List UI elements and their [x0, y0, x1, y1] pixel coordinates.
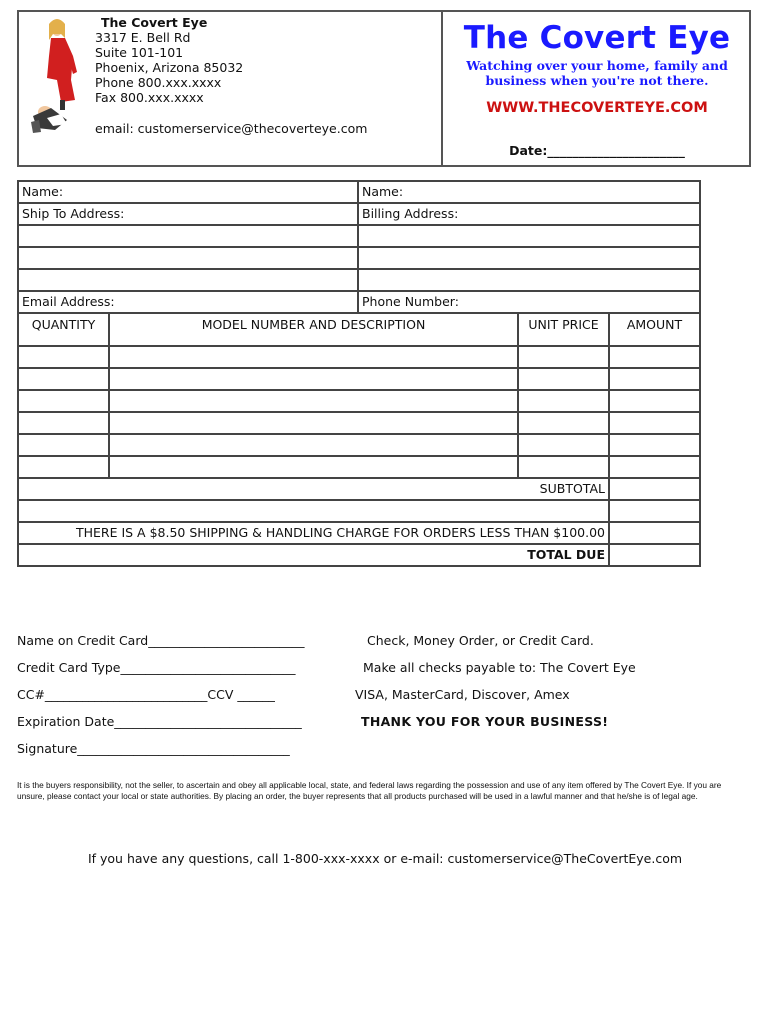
model-cell[interactable]: [109, 346, 518, 368]
ship-address-line[interactable]: [18, 225, 358, 247]
billing-address-field[interactable]: Billing Address:: [358, 203, 700, 225]
table-row: [18, 390, 700, 412]
model-cell[interactable]: [109, 434, 518, 456]
model-cell[interactable]: [109, 456, 518, 478]
unit-price-cell[interactable]: [518, 368, 609, 390]
table-row: [18, 434, 700, 456]
table-row: [18, 412, 700, 434]
quantity-cell[interactable]: [18, 346, 109, 368]
company-name: The Covert Eye: [101, 15, 208, 30]
table-row: [18, 456, 700, 478]
quantity-cell[interactable]: [18, 412, 109, 434]
tagline-line-2: business when you're not there.: [485, 73, 709, 88]
subtotal-row: [18, 478, 700, 500]
fax-line: Fax 800.xxx.xxxx: [95, 90, 204, 105]
ship-address-line[interactable]: [18, 247, 358, 269]
ship-address-line[interactable]: [18, 269, 358, 291]
phone-number-field[interactable]: Phone Number:: [358, 291, 700, 313]
card-type-field[interactable]: Credit Card Type____________________________: [17, 660, 296, 675]
tagline-line-1: Watching over your home, family and: [466, 58, 728, 73]
cc-number-field[interactable]: CC#__________________________CCV ______: [17, 687, 275, 702]
amount-column-header: AMOUNT: [609, 313, 700, 346]
date-field[interactable]: Date:______________________: [509, 143, 685, 158]
amount-cell[interactable]: [609, 456, 700, 478]
model-cell[interactable]: [109, 390, 518, 412]
brand-tagline: [445, 58, 749, 88]
accepted-cards: VISA, MasterCard, Discover, Amex: [355, 687, 570, 702]
total-row: [18, 544, 700, 566]
bill-name-field[interactable]: Name:: [358, 181, 700, 203]
quantity-cell[interactable]: [18, 390, 109, 412]
billing-address-line[interactable]: [358, 269, 700, 291]
shipping-row: [18, 522, 700, 544]
unit-price-cell[interactable]: [518, 456, 609, 478]
address-line: Suite 101-101: [95, 45, 184, 60]
billing-address-line[interactable]: [358, 225, 700, 247]
unit-price-cell[interactable]: [518, 346, 609, 368]
header-divider: [441, 10, 443, 167]
table-header-row: [18, 313, 700, 346]
amount-cell[interactable]: [609, 412, 700, 434]
payable-to: Make all checks payable to: The Covert Eye: [363, 660, 636, 675]
ship-name-field[interactable]: Name:: [18, 181, 358, 203]
shipping-amount-cell[interactable]: [609, 500, 700, 522]
company-address: [95, 15, 243, 105]
quantity-cell[interactable]: [18, 434, 109, 456]
table-row: [18, 500, 700, 522]
quantity-cell[interactable]: [18, 368, 109, 390]
address-line: 3317 E. Bell Rd: [95, 30, 191, 45]
table-row: [18, 368, 700, 390]
shipping-charge-cell[interactable]: [609, 522, 700, 544]
email-address-field[interactable]: Email Address:: [18, 291, 358, 313]
quantity-cell[interactable]: [18, 456, 109, 478]
table-row: [18, 203, 700, 225]
table-row: [18, 269, 700, 291]
ship-address-field[interactable]: Ship To Address:: [18, 203, 358, 225]
quantity-column-header: QUANTITY: [18, 313, 109, 346]
expiration-field[interactable]: Expiration Date______________________________: [17, 714, 302, 729]
amount-cell[interactable]: [609, 368, 700, 390]
company-email: email: customerservice@thecoverteye.com: [95, 121, 368, 136]
model-cell[interactable]: [109, 368, 518, 390]
total-due-label: TOTAL DUE: [18, 544, 609, 566]
model-column-header: MODEL NUMBER AND DESCRIPTION: [109, 313, 518, 346]
table-row: [18, 247, 700, 269]
total-due-amount-cell[interactable]: [609, 544, 700, 566]
table-row: [18, 225, 700, 247]
unit-price-cell[interactable]: [518, 412, 609, 434]
amount-cell[interactable]: [609, 434, 700, 456]
legal-disclaimer: It is the buyers responsibility, not the seller, to ascertain and obey all applicable local, state, and federal laws regarding the possession and use of any item offered by The Covert Eye. If you are unsure, please contact your local or state authorities. By placing an order, the buyer represents that all products purchased will be used in a lawful manner and that he/she is of legal age.: [17, 780, 722, 801]
order-form-table: [17, 180, 701, 567]
thank-you-note: THANK YOU FOR YOUR BUSINESS!: [361, 714, 609, 729]
unit-price-column-header: UNIT PRICE: [518, 313, 609, 346]
table-row: [18, 181, 700, 203]
model-cell[interactable]: [109, 412, 518, 434]
website-url[interactable]: WWW.THECOVERTEYE.COM: [486, 100, 708, 116]
billing-address-line[interactable]: [358, 247, 700, 269]
amount-cell[interactable]: [609, 346, 700, 368]
logo-figure-icon: [27, 16, 83, 134]
phone-line: Phone 800.xxx.xxxx: [95, 75, 222, 90]
unit-price-cell[interactable]: [518, 434, 609, 456]
subtotal-amount-cell[interactable]: [609, 478, 700, 500]
amount-cell[interactable]: [609, 390, 700, 412]
payment-methods: Check, Money Order, or Credit Card.: [367, 633, 594, 648]
brand-title: The Covert Eye: [463, 20, 731, 56]
shipping-note: THERE IS A $8.50 SHIPPING & HANDLING CHARGE FOR ORDERS LESS THAN $100.00: [18, 522, 609, 544]
unit-price-cell[interactable]: [518, 390, 609, 412]
contact-footer: If you have any questions, call 1-800-xxx-xxxx or e-mail: customerservice@TheCovertEye.com: [87, 851, 683, 866]
subtotal-label: SUBTOTAL: [18, 478, 609, 500]
table-row: [18, 346, 700, 368]
name-on-card-field[interactable]: Name on Credit Card_________________________: [17, 633, 305, 648]
address-line: Phoenix, Arizona 85032: [95, 60, 244, 75]
blank-cell: [18, 500, 609, 522]
table-row: [18, 291, 700, 313]
signature-field[interactable]: Signature__________________________________: [17, 741, 290, 756]
